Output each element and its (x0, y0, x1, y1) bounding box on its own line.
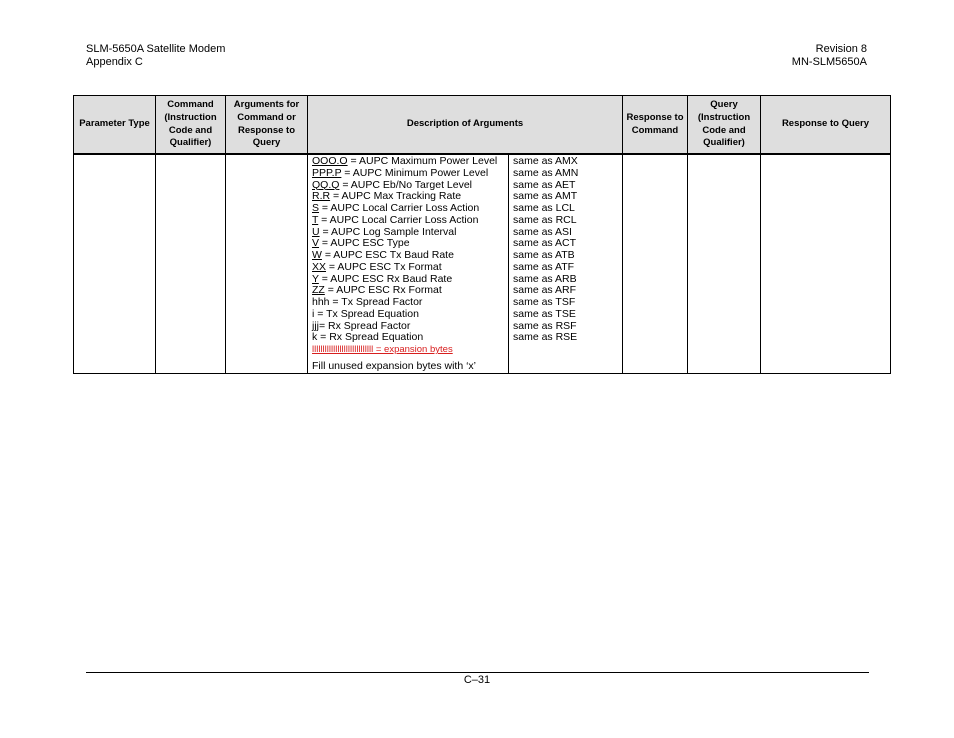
argument-code: T (312, 213, 319, 226)
argument-text: = AUPC Minimum Power Level (341, 166, 489, 179)
cell-response-to-command (623, 154, 688, 374)
argument-text: = AUPC Max Tracking Rate (330, 190, 462, 203)
same-as-line: same as ASI (513, 225, 572, 238)
command-table (73, 95, 891, 374)
argument-text: = AUPC Eb/No Target Level (339, 178, 473, 191)
expansion-line (312, 344, 508, 356)
footer-rule (86, 672, 869, 673)
same-as-line: same as ARB (513, 272, 577, 285)
argument-code: ZZ (312, 284, 325, 297)
argument-text: = AUPC ESC Rx Format (324, 284, 442, 297)
argument-code: OOO.O (312, 155, 348, 167)
same-as-line: same as AET (513, 178, 576, 191)
page-number: C–31 (463, 674, 491, 686)
cell-description (308, 154, 623, 374)
table-header-row (74, 96, 891, 155)
argument-code: Y (312, 272, 319, 285)
same-as-line: same as AMT (513, 190, 578, 203)
argument-line (312, 332, 508, 344)
header-response-to-command: Response to Command (623, 96, 688, 155)
argument-code: W (312, 249, 322, 261)
argument-text: = AUPC ESC Rx Baud Rate (318, 272, 453, 285)
description-content (308, 155, 622, 373)
argument-text: = AUPC Maximum Power Level (347, 155, 498, 167)
argument-text: k = Rx Spread Equation (312, 331, 424, 344)
argument-code: PPP.P (312, 166, 342, 179)
argument-text: i = Tx Spread Equation (312, 307, 419, 320)
same-as-line: same as RSF (513, 319, 577, 332)
header-command: Command (Instruction Code and Qualifier) (156, 96, 226, 155)
same-as-line: same as ATF (513, 260, 575, 273)
description-left (308, 155, 509, 373)
revision-label: Revision 8 (815, 43, 867, 55)
cell-query (688, 154, 761, 374)
argument-text: = AUPC ESC Type (319, 237, 410, 250)
argument-code: XX (312, 260, 327, 273)
document-title: SLM-5650A Satellite Modem (86, 43, 226, 55)
same-as-line: same as ACT (513, 237, 577, 250)
fill-note: Fill unused expansion bytes with ‘x’ (312, 359, 477, 372)
same-as-line: same as TSE (513, 307, 576, 320)
argument-text: = AUPC ESC Tx Baud Rate (321, 249, 454, 261)
argument-list (312, 156, 508, 344)
manual-number: MN-SLM5650A (791, 56, 867, 68)
header-response-to-query: Response to Query (761, 96, 891, 155)
argument-code: U (312, 225, 320, 238)
same-as-line: same as LCL (513, 202, 575, 214)
argument-text: = AUPC Local Carrier Loss Action (319, 202, 480, 214)
same-as-list (509, 155, 622, 373)
same-as-line: same as AMX (513, 155, 578, 167)
argument-text: = AUPC Log Sample Interval (319, 225, 457, 238)
same-as-line: same as AMN (513, 166, 579, 179)
argument-text: jjj= Rx Spread Factor (312, 319, 411, 332)
same-as-line: same as ARF (513, 284, 577, 297)
header-parameter-type: Parameter Type (74, 96, 156, 155)
header-query: Query (Instruction Code and Qualifier) (688, 96, 761, 155)
same-as-line: same as RCL (513, 213, 577, 226)
argument-text: = AUPC ESC Tx Format (326, 260, 442, 273)
header-right (792, 43, 867, 69)
argument-text: hhh = Tx Spread Factor (312, 296, 423, 308)
cell-command (156, 154, 226, 374)
expansion-bytes: lllllllllllllllllllllllllllll = expansion bytes (312, 344, 453, 355)
same-as-line: same as ATB (513, 249, 575, 261)
same-as-line: same as RSE (513, 331, 578, 344)
argument-code: S (312, 202, 320, 214)
argument-code: R.R (312, 190, 331, 203)
same-as-line: same as TSF (513, 296, 576, 308)
appendix-label: Appendix C (86, 56, 143, 68)
cell-arguments (226, 154, 308, 374)
header-description: Description of Arguments (308, 96, 623, 155)
header-left (86, 43, 225, 69)
cell-response-to-query (761, 154, 891, 374)
header-arguments: Arguments for Command or Response to Query (226, 96, 308, 155)
cell-parameter-type (74, 154, 156, 374)
argument-code: V (312, 237, 320, 250)
argument-code: QQ.Q (312, 178, 340, 191)
table-row (74, 154, 891, 374)
argument-text: = AUPC Local Carrier Loss Action (318, 213, 479, 226)
